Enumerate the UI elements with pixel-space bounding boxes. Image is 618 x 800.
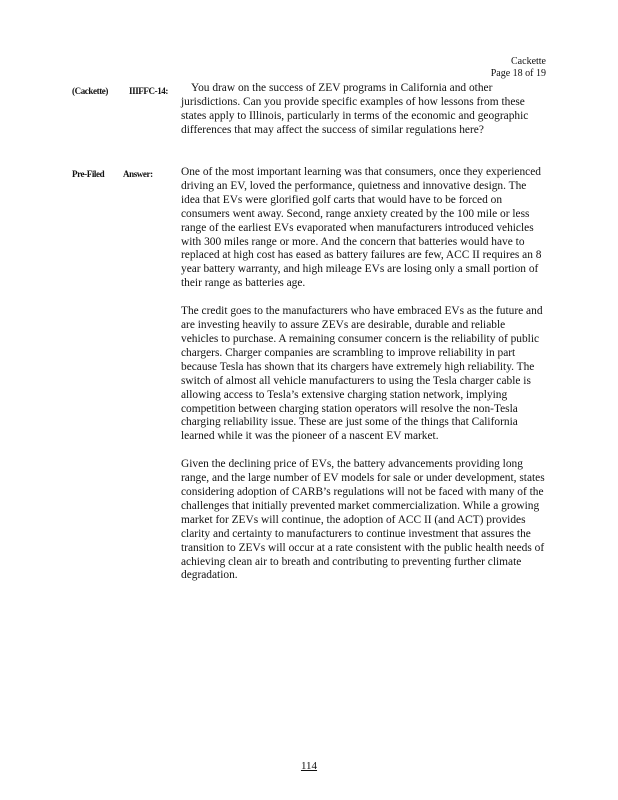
answer-paragraph: The credit goes to the manufacturers who have embraced EVs as the future and are investing heavily to assure ZEVs are desirable, durable and reliable vehicles to purchase. A remaining consumer concern is the reliability of public chargers. Charger companies are scrambling to improve reliability in part because Tesla has shown that its chargers have extremely high reliability. The switch of almost all vehicle manufacturers to using the Tesla charger cable is allowing access to Tesla’s extensive charging station network, implying competition between charging station operators will resolve the non-Tesla charging reliability issue. These are just some of the things that California learned while it was the pioneer of a nascent EV market. xyxy=(181,305,543,443)
answer-paragraph: One of the most important learning was that consumers, once they experienced driving an EV, loved the performance, quietness and innovative design. The idea that EVs were glorified golf carts that would have to be forced on consumers went away. Second, range anxiety created by the 100 mile or less range of the earliest EVs evaporated when manufacturers introduced vehicles with 300 miles range or more. And the concern that batteries would have to replaced at high cost has eased as battery failures are few, ACC II requires an 8 year battery warranty, and high mileage EVs are losing only a small portion of their range as batteries age. xyxy=(181,166,542,290)
header-page-label: Page 18 of 19 xyxy=(490,68,546,79)
answer-paragraph: Given the declining price of EVs, the battery advancements providing long range, and the large number of EV models for sale or under development, states considering adoption of CARB’s regulations will not be faced with many of the challenges that initially prevented market commercialization. While a growing market for ZEVs will continue, the adoption of ACC II (and ACT) provides clarity and certainty to manufacturers to continue investment that assures the transition to ZEVs will occur at a rate consistent with the public health needs of achieving clean air to breath and contributing to preventing further climate degradation. xyxy=(181,458,545,582)
answer-prefiled-label: Pre-Filed xyxy=(72,169,105,179)
answer-body xyxy=(181,166,545,597)
page-number-text: 114 xyxy=(300,760,318,772)
question-speaker-label: (Cackette) xyxy=(72,86,108,96)
header-name: Cackette xyxy=(511,56,546,67)
question-id-label: IIIFFC-14: xyxy=(129,86,168,96)
answer-label: Answer: xyxy=(123,169,153,179)
question-text: You draw on the success of ZEV programs in California and other jurisdictions. Can you provide specific examples of how lessons from these states apply to Illinois, particularly in terms of the economic and geographic differences that may affect the success of similar regulations here? xyxy=(181,82,529,136)
page-number xyxy=(0,760,618,772)
